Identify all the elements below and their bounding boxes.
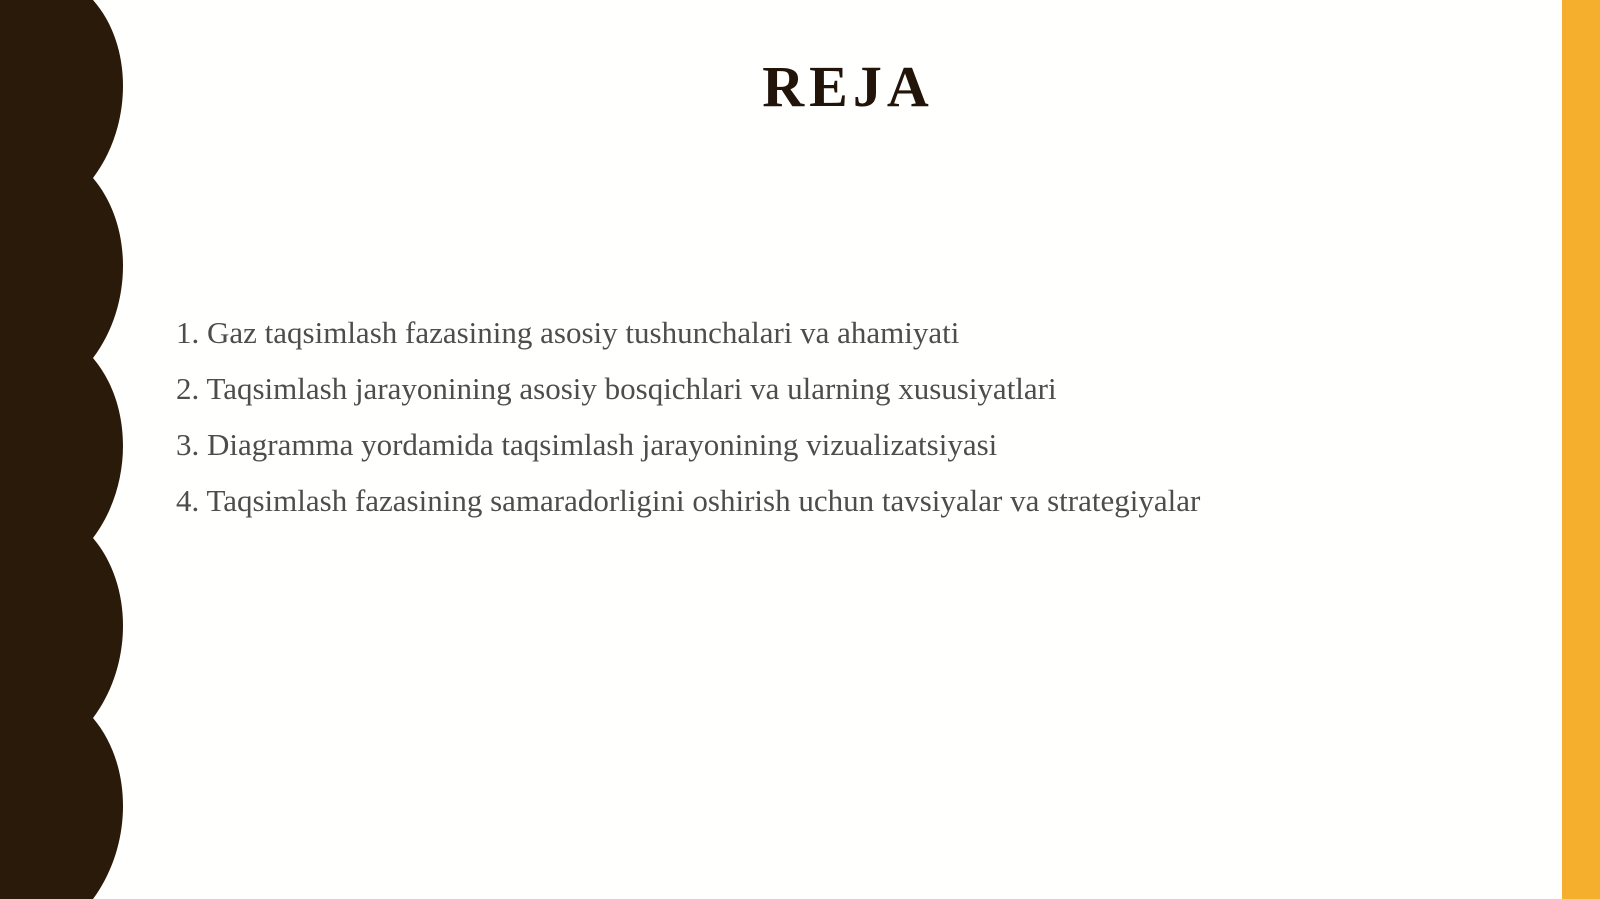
plan-item-1: 1. Gaz taqsimlash fazasining asosiy tushunchalari va ahamiyati xyxy=(176,315,960,350)
plan-list xyxy=(176,305,1200,529)
left-wavy-border xyxy=(0,0,130,899)
right-accent-bar xyxy=(1562,0,1600,899)
plan-item-4: 4. Taqsimlash fazasining samaradorligini oshirish uchun tavsiyalar va strategiyalar xyxy=(176,483,1201,518)
slide-title: REJA xyxy=(762,54,934,119)
plan-item-2: 2. Taqsimlash jarayonining asosiy bosqichlari va ularning xususiyatlari xyxy=(176,371,1057,406)
plan-item-3: 3. Diagramma yordamida taqsimlash jarayonining vizualizatsiyasi xyxy=(176,427,998,462)
